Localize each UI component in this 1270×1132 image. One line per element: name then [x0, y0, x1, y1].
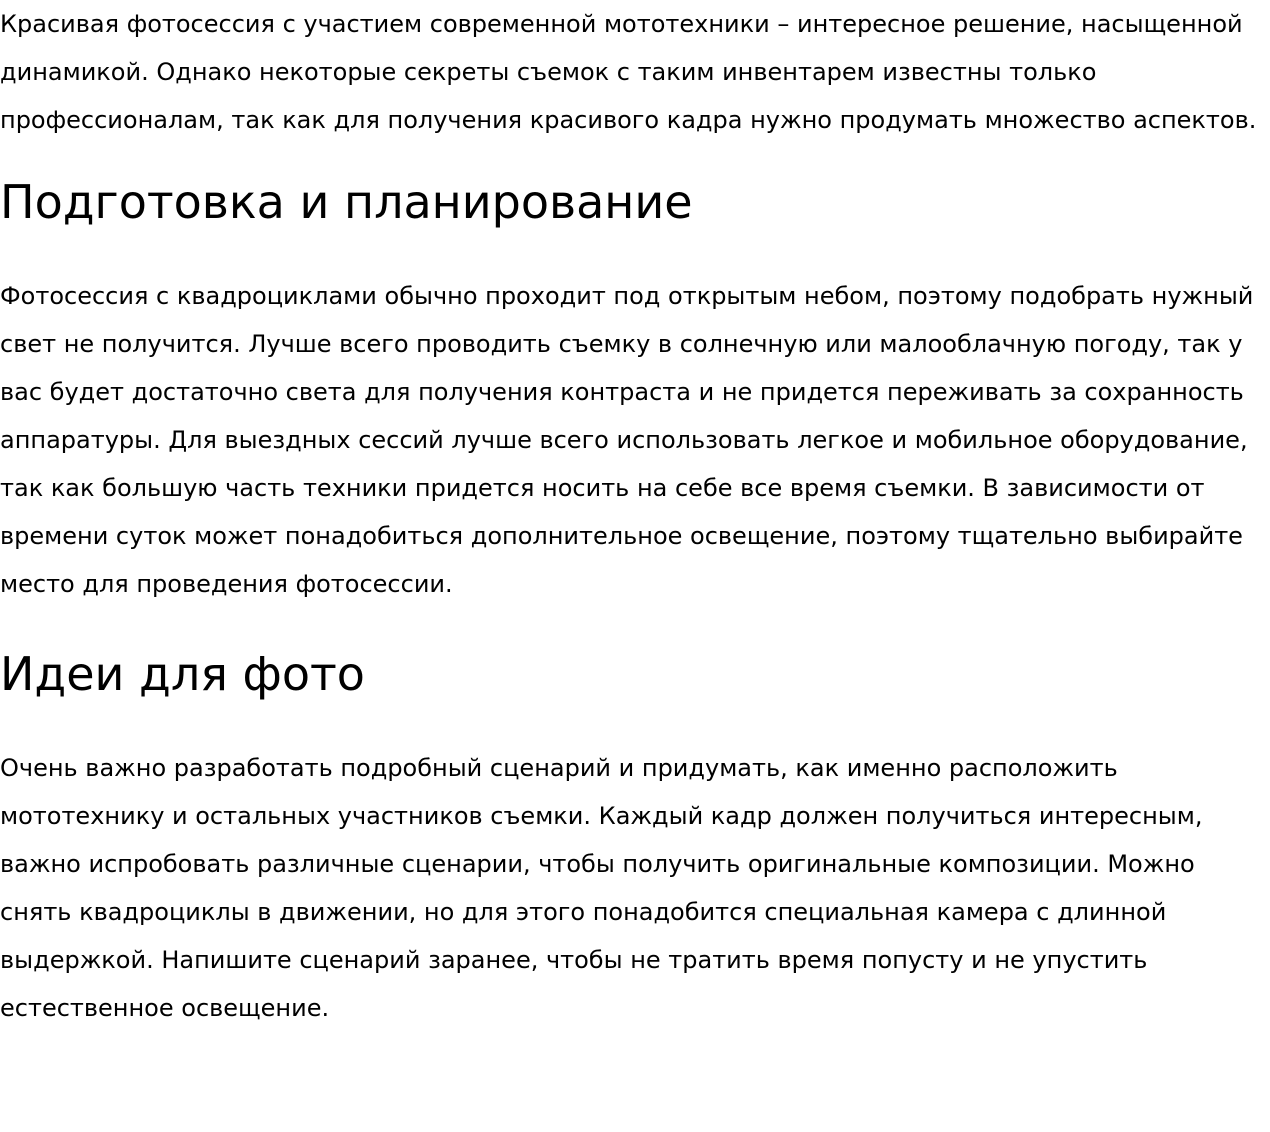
- section-paragraph-preparation: Фотосессия с квадроциклами обычно проходит под открытым небом, поэтому подобрать нужный свет не получится. Лучше всего проводить съемку в солнечную или малооблачную погоду, так у вас будет достаточно света для получения контраста и не придется переживать за сохранность аппаратуры. Для выездных сессий лучше всего использовать легкое и мобильное оборудование, так как большую часть техники придется носить на себе все время съемки. В зависимости от времени суток может понадобиться дополнительное освещение, поэтому тщательно выбирайте место для проведения фотосессии.: [0, 282, 1254, 598]
- intro-paragraph: Красивая фотосессия с участием современной мототехники – интересное решение, насыщенной динамикой. Однако некоторые секреты съемок с таким инвентарем известны только профессионалам, так как для получения красивого кадра нужно продумать множество аспектов.: [0, 10, 1257, 134]
- section-paragraph-photo-ideas: Очень важно разработать подробный сценарий и придумать, как именно расположить мототехнику и остальных участников съемки. Каждый кадр должен получиться интересным, важно испробовать различные сценарии, чтобы получить оригинальные композиции. Можно снять квадроциклы в движении, но для этого понадобится специальная камера с длинной выдержкой. Напишите сценарий заранее, чтобы не тратить время попусту и не упустить естественное освещение.: [0, 754, 1203, 1022]
- section-heading-photo-ideas: Идеи для фото: [0, 647, 365, 701]
- section-heading-preparation: Подготовка и планирование: [0, 175, 693, 229]
